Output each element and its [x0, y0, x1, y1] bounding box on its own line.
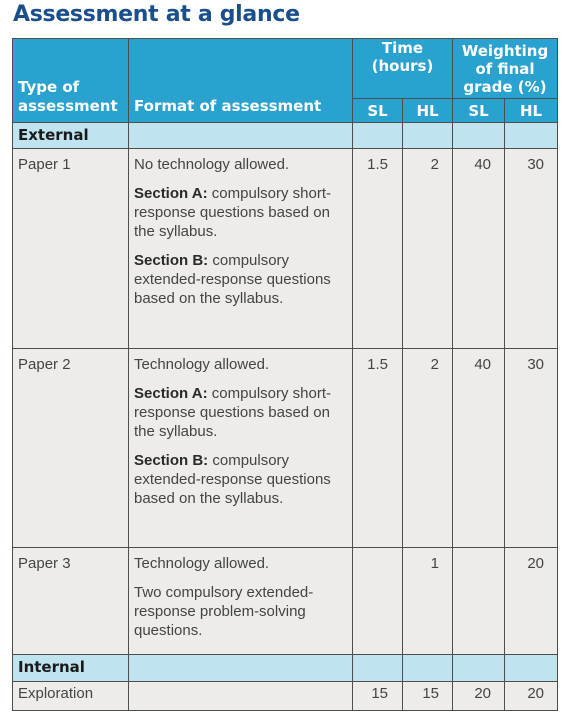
- table-row: [13, 149, 558, 349]
- row-weight-hl: 30: [505, 149, 558, 349]
- row-type: Paper 3: [13, 548, 129, 655]
- row-weight-sl: 40: [453, 149, 505, 349]
- row-weight-sl: 40: [453, 348, 505, 548]
- table-row: [13, 348, 558, 548]
- row-format: [129, 682, 353, 711]
- row-time-hl: 15: [403, 682, 453, 711]
- header-weight-hl: HL: [505, 98, 558, 123]
- row-type: Exploration: [13, 682, 129, 711]
- row-weight-hl: 30: [505, 348, 558, 548]
- row-format: No technology allowed. Section A: compulsory short-response questions based on the syllabus. Section B: compulsory extended-response questions based on the syllabus.: [129, 149, 353, 349]
- row-weight-sl: [453, 548, 505, 655]
- page-title: Assessment at a glance: [13, 2, 300, 27]
- section-label-internal: Internal: [13, 655, 129, 682]
- row-format: Technology allowed. Two compulsory extended-response problem-solving questions.: [129, 548, 353, 655]
- section-internal: [13, 655, 558, 682]
- row-weight-hl: 20: [505, 682, 558, 711]
- assessment-table: [12, 38, 558, 711]
- row-time-sl: [353, 548, 403, 655]
- row-weight-hl: 20: [505, 548, 558, 655]
- header-weighting: Weighting of final grade (%): [453, 39, 558, 99]
- row-time-hl: 2: [403, 149, 453, 349]
- header-weight-sl: SL: [453, 98, 505, 123]
- header-type: Type of assessment: [13, 39, 129, 123]
- row-type: Paper 1: [13, 149, 129, 349]
- header-format: Format of assessment: [129, 39, 353, 123]
- section-external: [13, 123, 558, 149]
- header-time: Time (hours): [353, 39, 453, 99]
- header-time-hl: HL: [403, 98, 453, 123]
- table-row: [13, 682, 558, 711]
- row-time-sl: 15: [353, 682, 403, 711]
- row-time-sl: 1.5: [353, 348, 403, 548]
- row-type: Paper 2: [13, 348, 129, 548]
- row-time-sl: 1.5: [353, 149, 403, 349]
- header-time-sl: SL: [353, 98, 403, 123]
- row-format: Technology allowed. Section A: compulsory short-response questions based on the syllabus. Section B: compulsory extended-response questions based on the syllabus.: [129, 348, 353, 548]
- row-time-hl: 1: [403, 548, 453, 655]
- row-time-hl: 2: [403, 348, 453, 548]
- header-row-top: [13, 39, 558, 99]
- section-label-external: External: [13, 123, 129, 149]
- row-weight-sl: 20: [453, 682, 505, 711]
- table-row: [13, 548, 558, 655]
